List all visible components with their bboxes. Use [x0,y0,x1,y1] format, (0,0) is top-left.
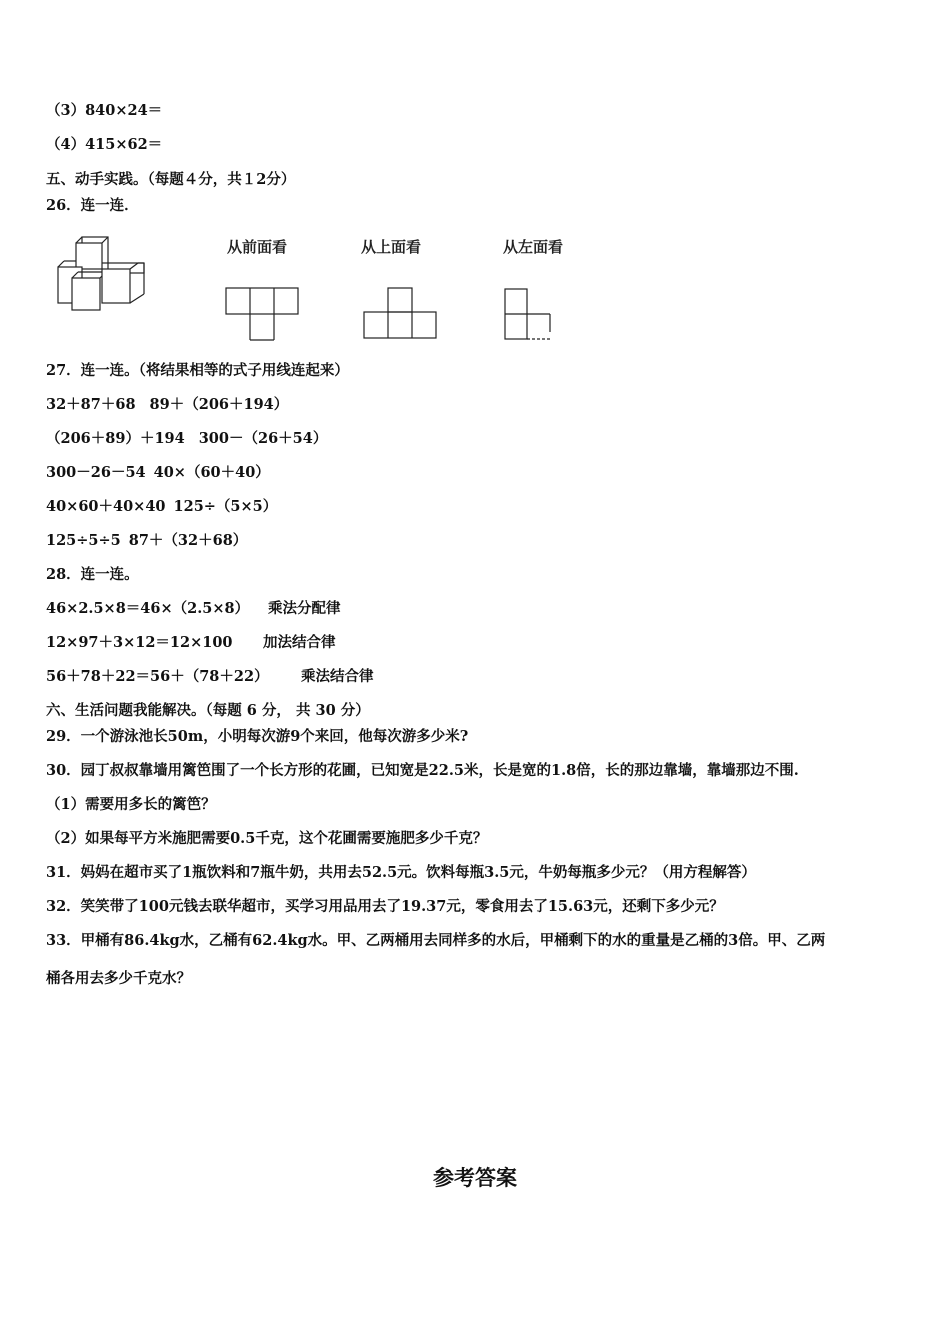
top-view-figure [360,286,440,342]
question-4: （4）415×62＝ [46,136,163,153]
question-27: 27．连一连。（将结果相等的式子用线连起来） [46,362,349,379]
q27-row-2 [46,429,327,449]
q27-left-expression: 32＋87＋68 [46,396,136,413]
view-label-front: 从前面看 [227,238,288,256]
q27-row-1 [46,395,288,415]
section-5-heading: 五、动手实践。（每题４分，共１2分） [46,171,296,188]
q27-left-expression: 300－26－54 [46,464,146,481]
q28-row-2 [46,633,336,653]
question-29: 29．一个游泳池长50m，小明每次游9个来回，他每次游多少米? [46,728,469,745]
q27-right-expression: 87＋（32＋68） [128,532,248,549]
q28-law: 乘法结合律 [301,668,374,685]
question-30-part-1: （1）需要用多长的篱笆？ [46,796,216,813]
question-26: 26．连一连． [46,197,139,214]
q28-equation: 12×97＋3×12＝12×100 [46,634,233,651]
q28-equation: 46×2.5×8＝46×（2.5×8） [46,600,250,617]
q27-right-expression: 125÷（5×5） [173,498,278,515]
q27-left-expression: 125÷5÷5 [46,532,121,549]
q28-row-1 [46,599,341,619]
q27-right-expression: 89＋（206＋194） [149,396,289,413]
cube-stack-figure [50,234,160,314]
view-label-left: 从左面看 [503,238,564,256]
question-3: （3）840×24＝ [46,102,163,119]
section-6-heading: 六、生活问题我能解决。（每题 6 分， 共 30 分） [46,702,370,719]
question-31: 31．妈妈在超市买了1瓶饮料和7瓶牛奶，共用去52.5元。饮料每瓶3.5元，牛奶每瓶多少元？（用方程解答） [46,864,756,881]
q27-right-expression: 300－（26＋54） [198,430,328,447]
question-33-line-2: 桶各用去多少千克水？ [46,970,191,987]
answer-section-title: 参考答案 [433,1166,517,1190]
q27-row-4 [46,497,277,517]
q27-row-3 [46,463,270,483]
q28-law: 加法结合律 [263,634,336,651]
q28-law: 乘法分配律 [268,600,341,617]
q27-left-expression: （206＋89）＋194 [46,430,185,447]
left-view-figure [500,286,560,342]
question-30: 30．园丁叔叔靠墙用篱笆围了一个长方形的花圃，已知宽是22.5米，长是宽的1.8倍，长的那边靠墙，靠墙那边不围. [46,762,799,779]
q28-row-3 [46,667,374,687]
view-label-top: 从上面看 [361,238,422,256]
question-30-part-2: （2）如果每平方米施肥需要0.5千克，这个花圃需要施肥多少千克？ [46,830,488,847]
question-33-line-1: 33．甲桶有86.4kg水，乙桶有62.4kg水。甲、乙两桶用去同样多的水后，甲桶剩下的水的重量是乙桶的3倍。甲、乙两 [46,932,826,949]
q27-left-expression: 40×60＋40×40 [46,498,166,515]
q27-row-5 [46,531,247,551]
question-32: 32．笑笑带了100元钱去联华超市，买学习用品用去了19.37元，零食用去了15.63元，还剩下多少元？ [46,898,724,915]
q27-right-expression: 40×（60＋40） [153,464,270,481]
front-view-figure [222,286,302,342]
question-28: 28．连一连。 [46,566,139,583]
q28-equation: 56＋78＋22＝56＋（78＋22） [46,668,269,685]
